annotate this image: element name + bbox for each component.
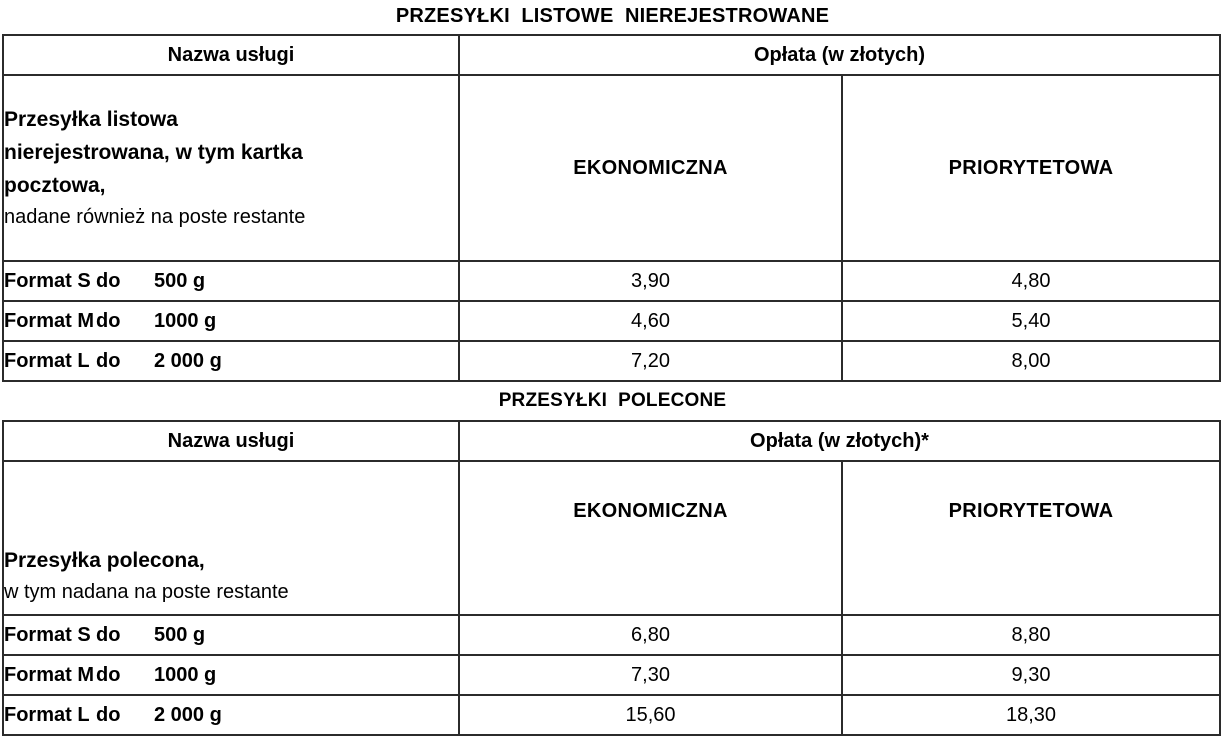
format-weight: 1000 g (154, 310, 217, 332)
price-priority: 5,40 (842, 301, 1220, 341)
table-unregistered-letters (2, 34, 1221, 382)
price-economy: 15,60 (459, 695, 842, 735)
service-description-cell (3, 461, 459, 615)
speed-header-priority: PRIORYTETOWA (842, 461, 1220, 615)
format-label: Format L (4, 350, 90, 372)
format-weight: 500 g (154, 624, 206, 646)
format-cell (3, 261, 459, 301)
format-do-label: do (96, 350, 121, 372)
service-line-bold: nierejestrowana, w tym kartka (4, 141, 303, 164)
table-row (3, 261, 1220, 301)
format-cell (3, 655, 459, 695)
price-economy: 4,60 (459, 301, 842, 341)
table-2-title: PRZESYŁKI POLECONE (498, 390, 727, 411)
format-do-label: do (96, 624, 121, 646)
price-economy: 3,90 (459, 261, 842, 301)
price-priority: 9,30 (842, 655, 1220, 695)
service-line-bold: Przesyłka polecona, (4, 549, 205, 572)
speed-header-economy: EKONOMICZNA (459, 461, 842, 615)
speed-header-economy: EKONOMICZNA (459, 75, 842, 261)
format-weight: 1000 g (154, 664, 217, 686)
table-1-title: PRZESYŁKI LISTOWE NIEREJESTROWANE (395, 5, 830, 27)
service-description-cell (3, 75, 459, 261)
column-header-fee: Opłata (w złotych) (459, 35, 1220, 75)
format-do-label: do (96, 270, 121, 292)
table-registered-letters (2, 420, 1221, 736)
price-economy: 6,80 (459, 615, 842, 655)
table-row (3, 301, 1220, 341)
format-label: Format L (4, 704, 90, 726)
price-priority: 4,80 (842, 261, 1220, 301)
format-weight: 2 000 g (154, 350, 222, 372)
format-do-label: do (96, 664, 121, 686)
column-header-service-name: Nazwa usługi (3, 421, 459, 461)
table-service-row (3, 461, 1220, 615)
service-line-regular: nadane również na poste restante (4, 206, 306, 228)
format-do-label: do (96, 704, 121, 726)
format-label: Format S (4, 624, 91, 646)
price-economy: 7,30 (459, 655, 842, 695)
price-economy: 7,20 (459, 341, 842, 381)
price-priority: 8,00 (842, 341, 1220, 381)
table-row (3, 615, 1220, 655)
speed-header-priority: PRIORYTETOWA (842, 75, 1220, 261)
table-row (3, 341, 1220, 381)
service-line-bold: pocztowa, (4, 174, 106, 197)
service-line-regular: w tym nadana na poste restante (4, 581, 289, 603)
format-cell (3, 695, 459, 735)
format-cell (3, 615, 459, 655)
table-header-row (3, 35, 1220, 75)
format-label: Format M (4, 664, 94, 686)
format-label: Format S (4, 270, 91, 292)
table-row (3, 695, 1220, 735)
table-header-row (3, 421, 1220, 461)
column-header-service-name: Nazwa usługi (3, 35, 459, 75)
format-do-label: do (96, 310, 121, 332)
table-row (3, 655, 1220, 695)
service-line-bold: Przesyłka listowa (4, 108, 178, 131)
column-header-fee: Opłata (w złotych)* (459, 421, 1220, 461)
format-weight: 500 g (154, 270, 206, 292)
format-cell (3, 301, 459, 341)
price-priority: 8,80 (842, 615, 1220, 655)
table-service-row (3, 75, 1220, 261)
price-priority: 18,30 (842, 695, 1220, 735)
format-label: Format M (4, 310, 94, 332)
format-weight: 2 000 g (154, 704, 222, 726)
format-cell (3, 341, 459, 381)
